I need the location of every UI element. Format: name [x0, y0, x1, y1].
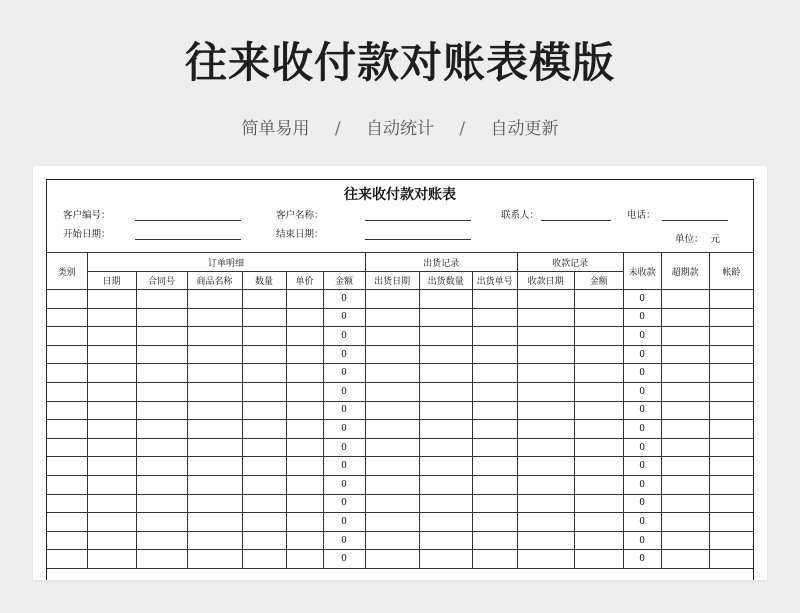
table-cell[interactable] — [517, 382, 574, 401]
table-cell[interactable] — [661, 327, 709, 346]
table-cell[interactable] — [187, 327, 242, 346]
table-cell[interactable] — [187, 401, 242, 420]
table-cell[interactable] — [419, 420, 472, 439]
table-body — [47, 290, 753, 569]
table-cell[interactable] — [87, 290, 136, 309]
table-cell[interactable] — [419, 345, 472, 364]
tag-separator: / — [459, 119, 466, 139]
table-cell[interactable] — [574, 327, 623, 346]
table-cell[interactable] — [419, 308, 472, 327]
table-cell[interactable] — [365, 364, 419, 383]
table-cell[interactable] — [242, 308, 286, 327]
table-row — [47, 438, 753, 457]
table-cell[interactable] — [136, 327, 187, 346]
table-cell[interactable] — [517, 401, 574, 420]
table-cell[interactable] — [286, 364, 323, 383]
table-row — [47, 382, 753, 401]
table-cell[interactable] — [47, 401, 87, 420]
table-cell[interactable] — [365, 290, 419, 309]
customer-name-label: 客户名称： — [276, 210, 324, 221]
start-date-field[interactable] — [135, 239, 241, 240]
table-cell[interactable] — [472, 420, 517, 439]
sheet-title: 往来收付款对账表 — [344, 187, 456, 203]
table-cell[interactable] — [187, 308, 242, 327]
unreceived-cell[interactable]: 0 — [623, 382, 661, 401]
table-cell[interactable] — [365, 327, 419, 346]
unit-label — [675, 231, 720, 245]
table-cell[interactable] — [472, 345, 517, 364]
table-cell[interactable] — [472, 475, 517, 494]
start-date-label: 开始日期： — [63, 229, 111, 240]
table-cell[interactable] — [136, 438, 187, 457]
unreceived-cell[interactable]: 0 — [623, 308, 661, 327]
table-cell[interactable] — [47, 457, 87, 476]
table-cell[interactable] — [286, 494, 323, 513]
tag-auto-stats: 自动统计 — [366, 119, 434, 139]
unit-value: 元 — [710, 234, 721, 245]
unreceived-cell[interactable]: 0 — [623, 420, 661, 439]
subheader-receipt-date: 收款日期 — [517, 272, 574, 290]
table-cell[interactable] — [709, 308, 753, 327]
table-cell[interactable] — [419, 550, 472, 569]
table-cell[interactable] — [419, 494, 472, 513]
table-cell[interactable] — [517, 531, 574, 550]
table-cell[interactable] — [242, 327, 286, 346]
tagline — [0, 114, 800, 139]
table-cell[interactable] — [87, 327, 136, 346]
table-cell[interactable] — [87, 364, 136, 383]
amount-cell[interactable]: 0 — [323, 327, 365, 346]
unreceived-cell[interactable]: 0 — [623, 457, 661, 476]
table-cell[interactable] — [472, 308, 517, 327]
customer-id-field[interactable] — [135, 220, 241, 221]
header-overdue: 超期款 — [661, 253, 709, 290]
table-cell[interactable] — [419, 327, 472, 346]
table-cell[interactable] — [517, 290, 574, 309]
table-cell[interactable] — [136, 457, 187, 476]
header-category: 类别 — [47, 253, 87, 290]
table-cell[interactable] — [286, 401, 323, 420]
table-cell[interactable] — [419, 438, 472, 457]
table-cell[interactable] — [661, 420, 709, 439]
table-cell[interactable] — [242, 420, 286, 439]
table-cell[interactable] — [472, 457, 517, 476]
table-row — [47, 290, 753, 309]
table-cell[interactable] — [517, 420, 574, 439]
table-cell[interactable] — [242, 290, 286, 309]
table-cell[interactable] — [472, 494, 517, 513]
table-cell[interactable] — [136, 401, 187, 420]
table-cell[interactable] — [286, 345, 323, 364]
table-cell[interactable] — [136, 550, 187, 569]
table-cell[interactable] — [136, 513, 187, 532]
table-cell[interactable] — [472, 401, 517, 420]
table-cell[interactable] — [286, 382, 323, 401]
table-cell[interactable] — [709, 531, 753, 550]
subheader-ship-no: 出货单号 — [472, 272, 517, 290]
table-cell[interactable] — [517, 513, 574, 532]
table-cell[interactable] — [709, 513, 753, 532]
amount-cell[interactable]: 0 — [323, 513, 365, 532]
table-cell[interactable] — [574, 401, 623, 420]
table-cell[interactable] — [47, 494, 87, 513]
unreceived-cell[interactable]: 0 — [623, 513, 661, 532]
table-row — [47, 550, 753, 569]
table-cell[interactable] — [87, 345, 136, 364]
table-cell[interactable] — [47, 290, 87, 309]
unit-label-text: 单位： — [675, 234, 704, 245]
table-cell[interactable] — [661, 513, 709, 532]
table-cell[interactable] — [365, 550, 419, 569]
table-cell[interactable] — [136, 420, 187, 439]
table-cell[interactable] — [47, 438, 87, 457]
table-cell[interactable] — [286, 457, 323, 476]
tag-separator: / — [334, 119, 341, 139]
table-cell[interactable] — [286, 438, 323, 457]
table-cell[interactable] — [517, 308, 574, 327]
table-cell[interactable] — [517, 475, 574, 494]
unreceived-cell[interactable]: 0 — [623, 290, 661, 309]
table-cell[interactable] — [517, 345, 574, 364]
amount-cell[interactable]: 0 — [323, 420, 365, 439]
table-cell[interactable] — [47, 531, 87, 550]
table-cell[interactable] — [242, 513, 286, 532]
table-cell[interactable] — [517, 438, 574, 457]
table-cell[interactable] — [709, 550, 753, 569]
table-cell[interactable] — [472, 531, 517, 550]
table-cell[interactable] — [574, 308, 623, 327]
table-cell[interactable] — [47, 420, 87, 439]
table-cell[interactable] — [419, 401, 472, 420]
table-cell[interactable] — [286, 290, 323, 309]
amount-cell[interactable]: 0 — [323, 401, 365, 420]
unreceived-cell[interactable]: 0 — [623, 345, 661, 364]
table-cell[interactable] — [709, 420, 753, 439]
table-cell[interactable] — [472, 364, 517, 383]
table-cell[interactable] — [187, 457, 242, 476]
amount-cell[interactable]: 0 — [323, 494, 365, 513]
table-cell[interactable] — [574, 290, 623, 309]
amount-cell[interactable]: 0 — [323, 475, 365, 494]
table-cell[interactable] — [365, 513, 419, 532]
subheader-date: 日期 — [87, 272, 136, 290]
table-cell[interactable] — [87, 531, 136, 550]
table-cell[interactable] — [419, 290, 472, 309]
table-row — [47, 401, 753, 420]
table-cell[interactable] — [661, 308, 709, 327]
amount-cell[interactable]: 0 — [323, 550, 365, 569]
table-cell[interactable] — [574, 494, 623, 513]
table-cell[interactable] — [661, 550, 709, 569]
table-cell[interactable] — [661, 364, 709, 383]
table-cell[interactable] — [517, 494, 574, 513]
table-cell[interactable] — [574, 531, 623, 550]
table-cell[interactable] — [661, 475, 709, 494]
table-cell[interactable] — [419, 531, 472, 550]
table-cell[interactable] — [574, 345, 623, 364]
table-cell[interactable] — [472, 327, 517, 346]
table-cell[interactable] — [574, 513, 623, 532]
header-receipt: 收款记录 — [517, 253, 623, 272]
table-cell[interactable] — [709, 327, 753, 346]
table-cell[interactable] — [709, 364, 753, 383]
table-cell[interactable] — [136, 382, 187, 401]
table-cell[interactable] — [242, 401, 286, 420]
table-cell[interactable] — [187, 550, 242, 569]
table-cell[interactable] — [419, 457, 472, 476]
amount-cell[interactable]: 0 — [323, 345, 365, 364]
table-cell[interactable] — [472, 290, 517, 309]
amount-cell[interactable]: 0 — [323, 382, 365, 401]
table-cell[interactable] — [286, 531, 323, 550]
table-cell[interactable] — [574, 364, 623, 383]
table-cell[interactable] — [286, 327, 323, 346]
table-cell[interactable] — [87, 382, 136, 401]
table-cell[interactable] — [709, 401, 753, 420]
statement-table — [47, 252, 753, 569]
table-cell[interactable] — [87, 420, 136, 439]
table-cell[interactable] — [242, 382, 286, 401]
customer-name-field[interactable] — [365, 220, 471, 221]
table-cell[interactable] — [661, 290, 709, 309]
table-cell[interactable] — [574, 550, 623, 569]
table-row — [47, 475, 753, 494]
table-cell[interactable] — [419, 475, 472, 494]
table-cell[interactable] — [242, 345, 286, 364]
table-cell[interactable] — [365, 475, 419, 494]
table-cell[interactable] — [242, 531, 286, 550]
table-cell[interactable] — [87, 438, 136, 457]
table-cell[interactable] — [472, 513, 517, 532]
tag-easy: 简单易用 — [241, 119, 310, 139]
end-date-field[interactable] — [365, 239, 471, 240]
table-cell[interactable] — [242, 457, 286, 476]
table-cell[interactable] — [47, 382, 87, 401]
table-cell[interactable] — [136, 308, 187, 327]
amount-cell[interactable]: 0 — [323, 364, 365, 383]
table-cell[interactable] — [187, 364, 242, 383]
table-cell[interactable] — [87, 457, 136, 476]
table-cell[interactable] — [187, 494, 242, 513]
table-cell[interactable] — [242, 438, 286, 457]
table-cell[interactable] — [47, 308, 87, 327]
table-cell[interactable] — [286, 420, 323, 439]
table-cell[interactable] — [87, 550, 136, 569]
table-cell[interactable] — [661, 457, 709, 476]
table-cell[interactable] — [661, 438, 709, 457]
subheader-unit-price: 单价 — [286, 272, 323, 290]
contact-field[interactable] — [541, 220, 611, 221]
table-cell[interactable] — [365, 494, 419, 513]
table-cell[interactable] — [472, 438, 517, 457]
table-cell[interactable] — [517, 364, 574, 383]
subheader-product-name: 商品名称 — [187, 272, 242, 290]
table-cell[interactable] — [47, 364, 87, 383]
table-cell[interactable] — [286, 550, 323, 569]
unreceived-cell[interactable]: 0 — [623, 494, 661, 513]
table-row — [47, 345, 753, 364]
table-cell[interactable] — [419, 364, 472, 383]
table-cell[interactable] — [87, 401, 136, 420]
unreceived-cell[interactable]: 0 — [623, 364, 661, 383]
table-cell[interactable] — [286, 308, 323, 327]
amount-cell[interactable]: 0 — [323, 457, 365, 476]
table-cell[interactable] — [365, 531, 419, 550]
table-cell[interactable] — [47, 345, 87, 364]
table-cell[interactable] — [365, 401, 419, 420]
table-cell[interactable] — [709, 438, 753, 457]
table-cell[interactable] — [136, 364, 187, 383]
header-order-detail: 订单明细 — [87, 253, 365, 272]
table-cell[interactable] — [87, 494, 136, 513]
table-cell[interactable] — [365, 420, 419, 439]
table-cell[interactable] — [47, 550, 87, 569]
table-cell[interactable] — [661, 382, 709, 401]
table-cell[interactable] — [661, 401, 709, 420]
table-row — [47, 531, 753, 550]
table-cell[interactable] — [709, 345, 753, 364]
table-cell[interactable] — [661, 494, 709, 513]
amount-cell[interactable]: 0 — [323, 308, 365, 327]
subheader-ship-qty: 出货数量 — [419, 272, 472, 290]
table-cell[interactable] — [187, 420, 242, 439]
subheader-amount: 金额 — [323, 272, 365, 290]
customer-id-label: 客户编号： — [63, 210, 111, 221]
table-cell[interactable] — [136, 475, 187, 494]
table-cell[interactable] — [286, 475, 323, 494]
table-cell[interactable] — [661, 531, 709, 550]
table-cell[interactable] — [574, 382, 623, 401]
table-cell[interactable] — [472, 382, 517, 401]
table-cell[interactable] — [419, 382, 472, 401]
table-row — [47, 327, 753, 346]
table-cell[interactable] — [709, 494, 753, 513]
table-cell[interactable] — [187, 438, 242, 457]
subheader-ship-date: 出货日期 — [365, 272, 419, 290]
table-row — [47, 457, 753, 476]
table-cell[interactable] — [187, 290, 242, 309]
table-cell[interactable] — [187, 513, 242, 532]
table-row — [47, 364, 753, 383]
table-cell[interactable] — [419, 513, 472, 532]
table-cell[interactable] — [709, 382, 753, 401]
table-cell[interactable] — [47, 327, 87, 346]
unreceived-cell[interactable]: 0 — [623, 475, 661, 494]
table-row — [47, 420, 753, 439]
phone-label: 电话： — [627, 210, 656, 221]
table-cell[interactable] — [242, 494, 286, 513]
table-cell[interactable] — [286, 513, 323, 532]
end-date-label: 结束日期： — [276, 229, 324, 240]
spreadsheet-preview — [33, 166, 767, 580]
table-cell[interactable] — [136, 494, 187, 513]
unreceived-cell[interactable]: 0 — [623, 401, 661, 420]
table-cell[interactable] — [47, 475, 87, 494]
table-cell[interactable] — [242, 475, 286, 494]
subheader-quantity: 数量 — [242, 272, 286, 290]
table-cell[interactable] — [136, 345, 187, 364]
amount-cell[interactable]: 0 — [323, 531, 365, 550]
table-cell[interactable] — [517, 327, 574, 346]
table-cell[interactable] — [574, 420, 623, 439]
table-cell[interactable] — [242, 550, 286, 569]
contact-label: 联系人： — [501, 210, 540, 221]
table-cell[interactable] — [517, 457, 574, 476]
table-cell[interactable] — [709, 290, 753, 309]
table-cell[interactable] — [574, 475, 623, 494]
table-cell[interactable] — [87, 308, 136, 327]
table-cell[interactable] — [709, 457, 753, 476]
table-cell[interactable] — [187, 531, 242, 550]
table-cell[interactable] — [574, 438, 623, 457]
header-shipment: 出货记录 — [365, 253, 517, 272]
table-cell[interactable] — [187, 345, 242, 364]
table-row — [47, 308, 753, 327]
table-cell[interactable] — [187, 382, 242, 401]
table-cell[interactable] — [517, 550, 574, 569]
unreceived-cell[interactable]: 0 — [623, 531, 661, 550]
table-cell[interactable] — [574, 457, 623, 476]
amount-cell[interactable]: 0 — [323, 438, 365, 457]
subheader-contract-no: 合同号 — [136, 272, 187, 290]
table-cell[interactable] — [87, 475, 136, 494]
table-cell[interactable] — [136, 531, 187, 550]
table-cell[interactable] — [187, 475, 242, 494]
table-cell[interactable] — [242, 364, 286, 383]
unreceived-cell[interactable]: 0 — [623, 438, 661, 457]
table-cell[interactable] — [709, 475, 753, 494]
header-aging: 帐龄 — [709, 253, 753, 290]
table-cell[interactable] — [661, 345, 709, 364]
header-unreceived: 未收款 — [623, 253, 661, 290]
table-cell[interactable] — [365, 457, 419, 476]
table-cell[interactable] — [472, 550, 517, 569]
table-row — [47, 494, 753, 513]
unreceived-cell[interactable]: 0 — [623, 550, 661, 569]
table-cell[interactable] — [47, 513, 87, 532]
table-cell[interactable] — [365, 382, 419, 401]
sheet-frame — [46, 179, 754, 580]
tag-auto-update: 自动更新 — [490, 119, 559, 139]
table-row — [47, 513, 753, 532]
table-cell[interactable] — [87, 513, 136, 532]
table-cell[interactable] — [136, 290, 187, 309]
subheader-receipt-amount: 金额 — [574, 272, 623, 290]
table-cell[interactable] — [365, 438, 419, 457]
page-title: 往来收付款对账表模版 — [184, 38, 615, 87]
amount-cell[interactable]: 0 — [323, 290, 365, 309]
table-cell[interactable] — [365, 345, 419, 364]
unreceived-cell[interactable]: 0 — [623, 327, 661, 346]
phone-field[interactable] — [662, 220, 728, 221]
table-cell[interactable] — [365, 308, 419, 327]
